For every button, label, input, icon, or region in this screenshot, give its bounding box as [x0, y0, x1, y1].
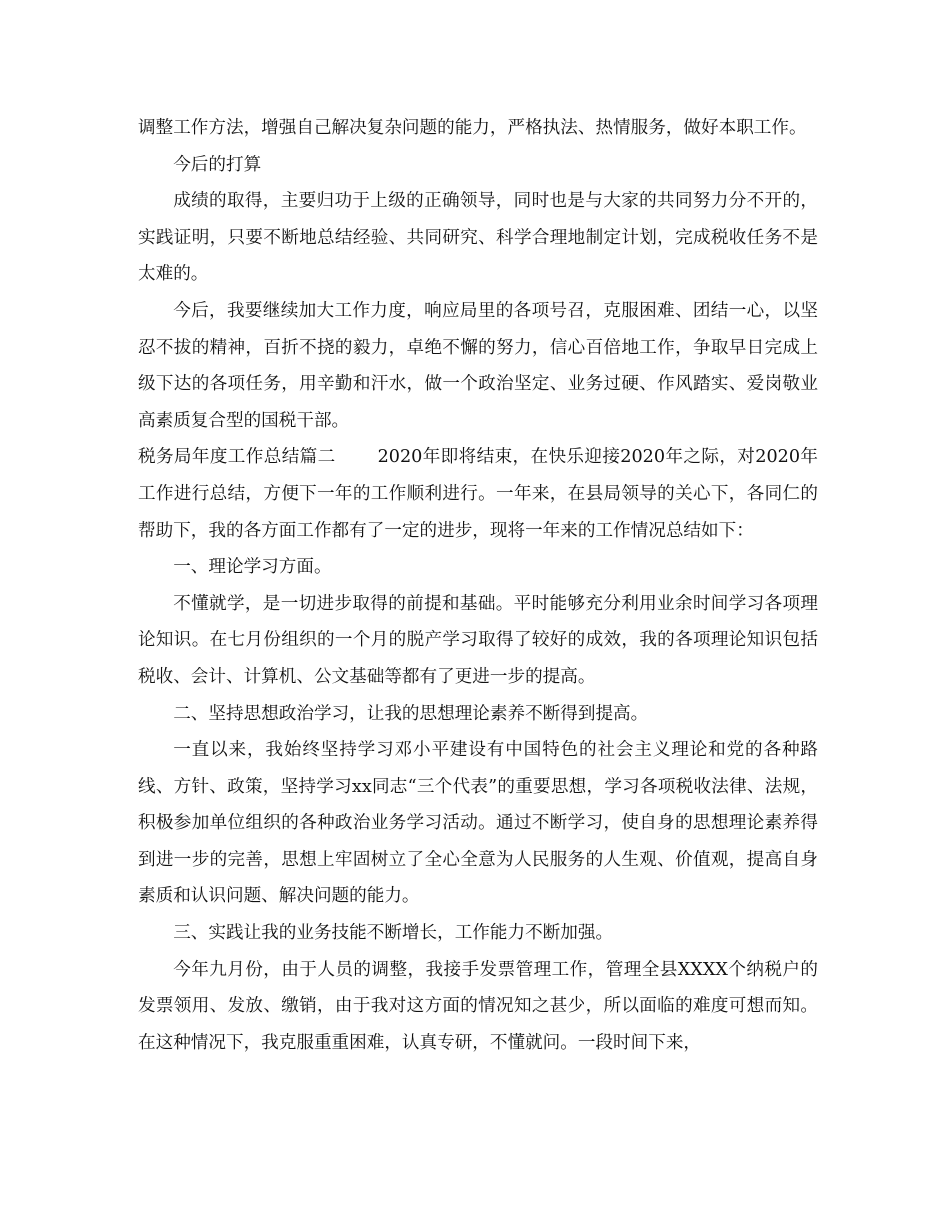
paragraph-theory-study: 不懂就学，是一切进步取得的前提和基础。平时能够充分利用业余时间学习各项理论知识。在七月份组织的一个月的脱产学习取得了较好的成效，我的各项理论知识包括税收、会计、计算机、公文基础等都有了更进一步的提高。: [138, 593, 818, 687]
paragraph-future-commitment: 今后，我要继续加大工作力度，响应局里的各项号召，克服困难、团结一心，以坚忍不拔的精神，百折不挠的毅力，卓绝不懈的努力，信心百倍地工作，争取早日完成上级下达的各项任务，用辛勤和汗水，做一个政治坚定、业务过硬、作风踏实、爱岗敬业高素质复合型的国税干部。: [138, 300, 818, 431]
paragraph-political-study: 一直以来，我始终坚持学习邓小平建设有中国特色的社会主义理论和党的各种路线、方针、政策，坚持学习xx同志“三个代表”的重要思想，学习各项税收法律、法规，积极参加单位组织的各种政治业务学习活动。通过不断学习，使自身的思想理论素养得到进一步的完善，思想上牢固树立了全心全意为人民服务的人生观、价值观，提高自身素质和认识问题、解决问题的能力。: [138, 740, 818, 907]
paragraph-practice-heading: 三、实践让我的业务技能不断增长，工作能力不断加强。: [173, 923, 614, 944]
paragraph-political-study-heading: 二、坚持思想政治学习，让我的思想理论素养不断得到提高。: [173, 703, 649, 724]
document-body: [138, 110, 818, 1061]
paragraph-theory-study-heading: 一、理论学习方面。: [173, 557, 332, 578]
paragraph-invoice-management: 今年九月份，由于人员的调整，我接手发票管理工作，管理全县XXXX个纳税户的发票领用、发放、缴销，由于我对这方面的情况知之甚少，所以面临的难度可想而知。在这种情况下，我克服重重困难，认真专研，不懂就问。一段时间下来，: [138, 959, 818, 1053]
paragraph-future-plans-heading: 今后的打算: [173, 154, 262, 175]
section-two-intro-paragraph: [138, 439, 818, 549]
paragraph-achievements: 成绩的取得，主要归功于上级的正确领导，同时也是与大家的共同努力分不开的，实践证明，只要不断地总结经验、共同研究、科学合理地制定计划，完成税收任务不是太难的。: [138, 191, 818, 285]
section-two-heading: 税务局年度工作总结篇二: [138, 447, 336, 468]
section-two-intro: 2020年即将结束，在快乐迎接2020年之际，对2020年工作进行总结，方便下一年的工作顺利进行。一年来，在县局领导的关心下，各同仁的帮助下，我的各方面工作都有了一定的进步，现将一年来的工作情况总结如下：: [138, 447, 818, 541]
paragraph-work-method: 调整工作方法，增强自己解决复杂问题的能力，严格执法、热情服务，做好本职工作。: [138, 118, 807, 138]
